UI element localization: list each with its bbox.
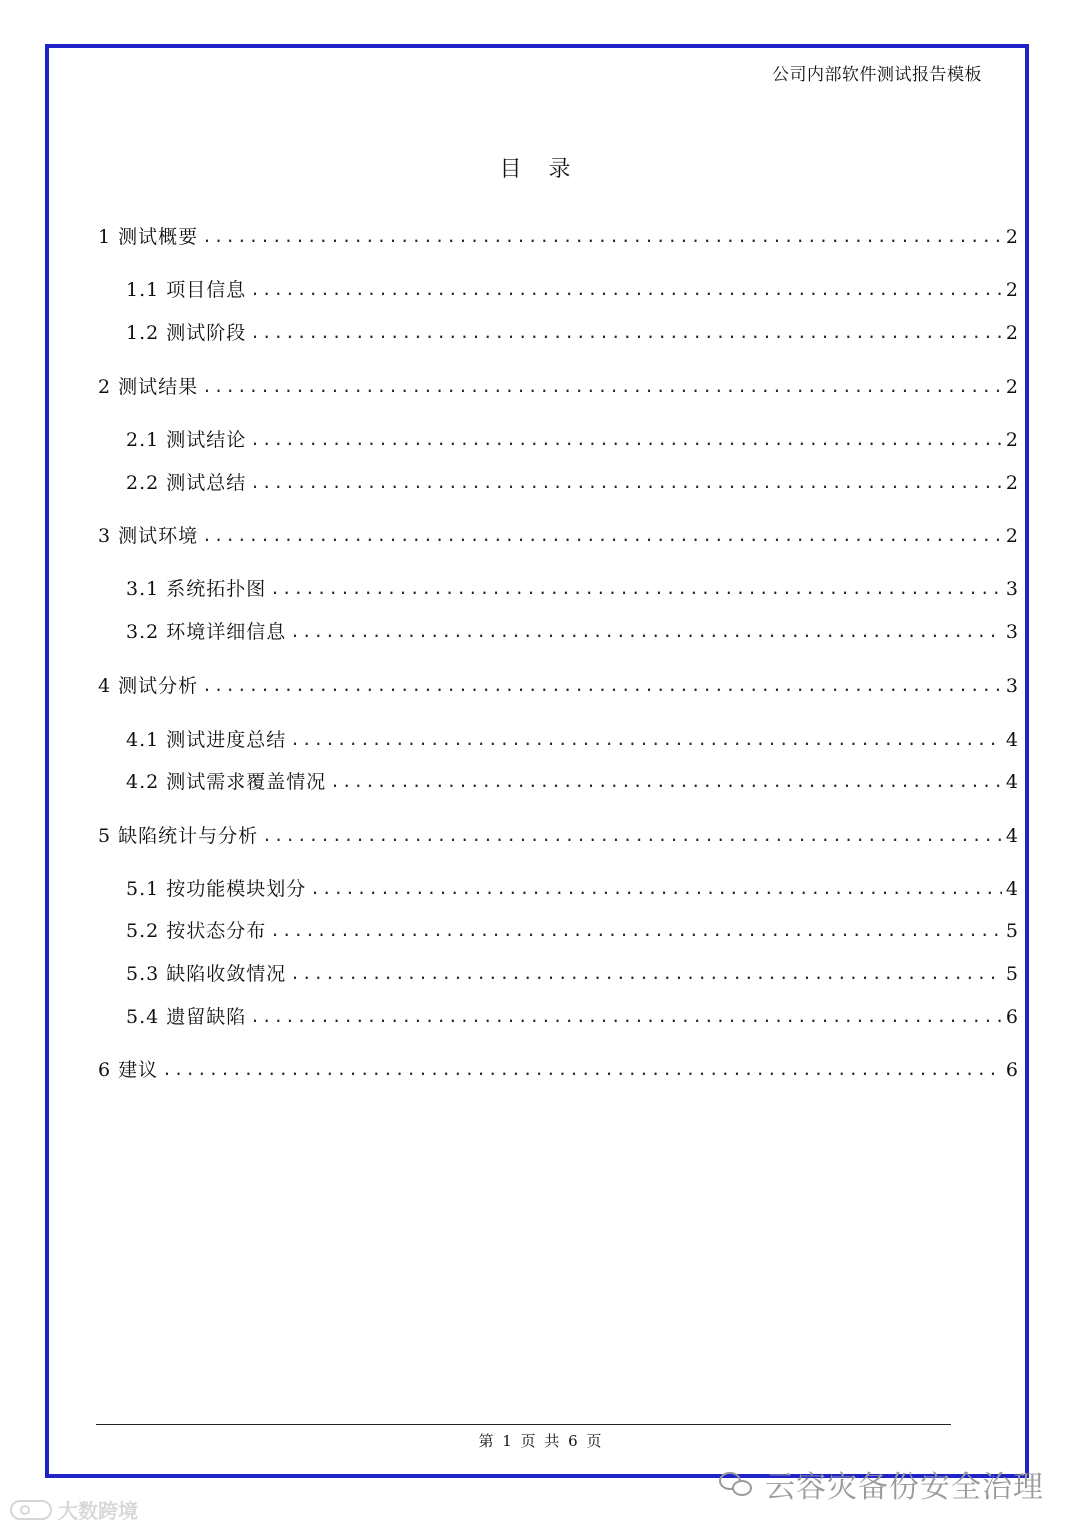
footer-divider — [96, 1424, 951, 1425]
watermark-left — [10, 1495, 138, 1524]
toc-dot-leader — [290, 959, 1002, 989]
toc-entry-label: 3.1 系统拓扑图 — [126, 578, 267, 600]
toc-entry-label: 5.4 遗留缺陷 — [126, 1006, 247, 1028]
toc-entry-label: 1.2 测试阶段 — [126, 322, 247, 344]
toc-entry[interactable] — [126, 1002, 1018, 1032]
toc-entry-page: 3 — [1005, 578, 1018, 600]
toc-entry[interactable] — [126, 617, 1018, 647]
toc-entry[interactable] — [126, 318, 1018, 348]
watermark-logo-icon — [10, 1500, 52, 1520]
toc-entry-label: 5.1 按功能模块划分 — [126, 878, 307, 900]
toc-entry[interactable] — [126, 468, 1018, 498]
toc-entry-label: 3.2 环境详细信息 — [126, 621, 287, 643]
toc-entry-page: 4 — [1005, 729, 1018, 751]
toc-dot-leader — [250, 275, 1002, 305]
toc-dot-leader — [290, 725, 1002, 755]
toc-entry[interactable] — [126, 425, 1018, 455]
toc-entry[interactable] — [126, 874, 1018, 904]
toc-entry-label: 4.2 测试需求覆盖情况 — [126, 771, 327, 793]
toc-entry[interactable] — [98, 222, 1018, 252]
toc-dot-leader — [202, 521, 1002, 551]
toc-dot-leader — [270, 916, 1002, 946]
toc-entry[interactable] — [98, 821, 1018, 851]
toc-entry-page: 5 — [1005, 963, 1018, 985]
toc-entry-label: 2.2 测试总结 — [126, 472, 247, 494]
toc-dot-leader — [202, 222, 1002, 252]
toc-entry[interactable] — [126, 916, 1018, 946]
toc-entry-label: 5.3 缺陷收敛情况 — [126, 963, 287, 985]
toc-entry-label: 1 测试概要 — [98, 226, 199, 248]
toc-entry[interactable] — [98, 1055, 1018, 1085]
toc-entry-page: 4 — [1005, 825, 1018, 847]
toc-entry[interactable] — [126, 275, 1018, 305]
toc-entry[interactable] — [126, 574, 1018, 604]
toc-entry-page: 2 — [1005, 322, 1018, 344]
toc-dot-leader — [330, 767, 1002, 797]
toc-dot-leader — [250, 1002, 1002, 1032]
toc-entry-page: 2 — [1005, 525, 1018, 547]
toc-entry-label: 3 测试环境 — [98, 525, 199, 547]
toc-entry-page: 6 — [1005, 1006, 1018, 1028]
toc-dot-leader — [250, 468, 1002, 498]
toc-dot-leader — [310, 874, 1002, 904]
toc-entry-page: 2 — [1005, 429, 1018, 451]
toc-entry-label: 4 测试分析 — [98, 675, 199, 697]
toc-entry[interactable] — [98, 671, 1018, 701]
toc-entry-label: 4.1 测试进度总结 — [126, 729, 287, 751]
toc-entry-page: 2 — [1005, 376, 1018, 398]
toc-entry-page: 3 — [1005, 621, 1018, 643]
toc-entry[interactable] — [98, 521, 1018, 551]
watermark-right — [719, 1462, 1044, 1506]
toc-entry[interactable] — [126, 725, 1018, 755]
toc-entry[interactable] — [126, 767, 1018, 797]
toc-entry-page: 2 — [1005, 279, 1018, 301]
toc-dot-leader — [262, 821, 1002, 851]
toc-entry-page: 4 — [1005, 878, 1018, 900]
toc-dot-leader — [202, 671, 1002, 701]
toc-entry-page: 6 — [1005, 1059, 1018, 1081]
toc-entry[interactable] — [126, 959, 1018, 989]
toc-entry-page: 2 — [1005, 226, 1018, 248]
wechat-icon — [719, 1470, 753, 1498]
toc-entry-label: 2.1 测试结论 — [126, 429, 247, 451]
toc-entry-page: 2 — [1005, 472, 1018, 494]
toc-entry-page: 4 — [1005, 771, 1018, 793]
watermark-left-text: 大数跨境 — [58, 1499, 138, 1523]
toc-dot-leader — [250, 318, 1002, 348]
footer-page-number: 第 1 页 共 6 页 — [478, 1432, 602, 1450]
toc-entry-label: 5 缺陷统计与分析 — [98, 825, 259, 847]
header-title: 公司内部软件测试报告模板 — [772, 65, 982, 85]
page-border — [45, 44, 1029, 1478]
toc-entry-label: 5.2 按状态分布 — [126, 920, 267, 942]
toc-dot-leader — [162, 1055, 1002, 1085]
toc-entry-page: 3 — [1005, 675, 1018, 697]
toc-entry[interactable] — [98, 372, 1018, 402]
toc-entry-label: 2 测试结果 — [98, 376, 199, 398]
toc-title: 目 录 — [499, 157, 581, 182]
toc-entry-page: 5 — [1005, 920, 1018, 942]
toc-entry-label: 1.1 项目信息 — [126, 279, 247, 301]
toc-dot-leader — [202, 372, 1002, 402]
toc-dot-leader — [270, 574, 1002, 604]
toc-dot-leader — [250, 425, 1002, 455]
toc-entry-label: 6 建议 — [98, 1059, 159, 1081]
watermark-right-text: 云容灾备份安全治理 — [765, 1470, 1044, 1505]
toc-dot-leader — [290, 617, 1002, 647]
